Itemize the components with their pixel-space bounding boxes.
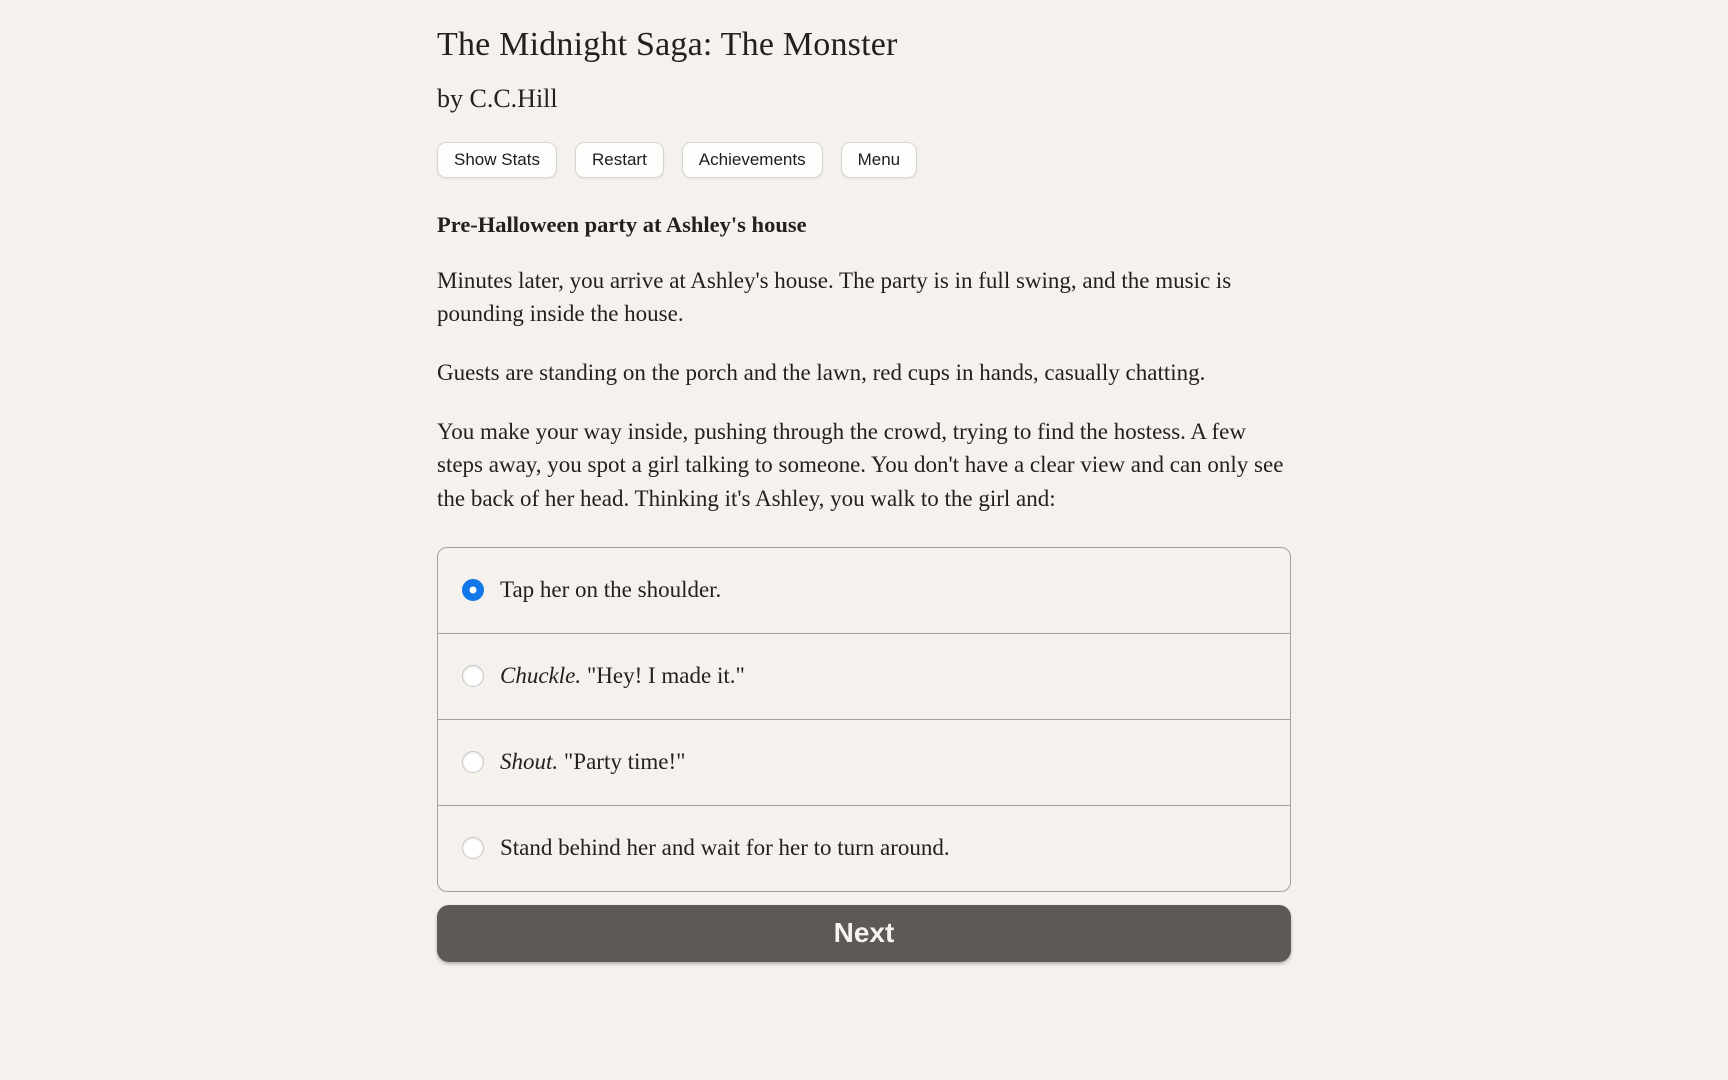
toolbar [437, 142, 1291, 178]
story-paragraph: You make your way inside, pushing through the crowd, trying to find the hostess. A few steps away, you spot a girl talking to someone. You don't have a clear view and can only see the back of her head. Thinking it's Ashley, you walk to the girl and: [437, 419, 1284, 511]
author-byline: by C.C.Hill [437, 84, 558, 113]
choice-option[interactable] [438, 633, 1290, 719]
page-title: The Midnight Saga: The Monster [437, 26, 898, 63]
game-page [437, 0, 1291, 962]
story-paragraph: Minutes later, you arrive at Ashley's house. The party is in full swing, and the music is pounding inside the house. [437, 268, 1232, 327]
choice-label: Tap her on the shoulder. [500, 577, 722, 603]
radio-selected-icon[interactable] [462, 579, 484, 601]
choice-list [437, 547, 1291, 892]
radio-unselected-icon[interactable] [462, 665, 484, 687]
scene-heading: Pre-Halloween party at Ashley's house [437, 212, 807, 237]
choice-option[interactable] [438, 548, 1290, 633]
choice-label: Stand behind her and wait for her to turn around. [500, 835, 950, 861]
story-text [437, 264, 1291, 515]
choice-option[interactable] [438, 719, 1290, 805]
toolbar-button-achievements[interactable]: Achievements [682, 142, 823, 178]
toolbar-button-restart[interactable]: Restart [575, 142, 664, 178]
choice-label: Shout. "Party time!" [500, 749, 686, 775]
radio-unselected-icon[interactable] [462, 751, 484, 773]
next-button[interactable]: Next [437, 905, 1291, 962]
radio-unselected-icon[interactable] [462, 837, 484, 859]
story-paragraph: Guests are standing on the porch and the lawn, red cups in hands, casually chatting. [437, 360, 1206, 386]
choice-label: Chuckle. "Hey! I made it." [500, 663, 745, 689]
toolbar-button-menu[interactable]: Menu [841, 142, 918, 178]
toolbar-button-show-stats[interactable]: Show Stats [437, 142, 557, 178]
choice-option[interactable] [438, 805, 1290, 891]
